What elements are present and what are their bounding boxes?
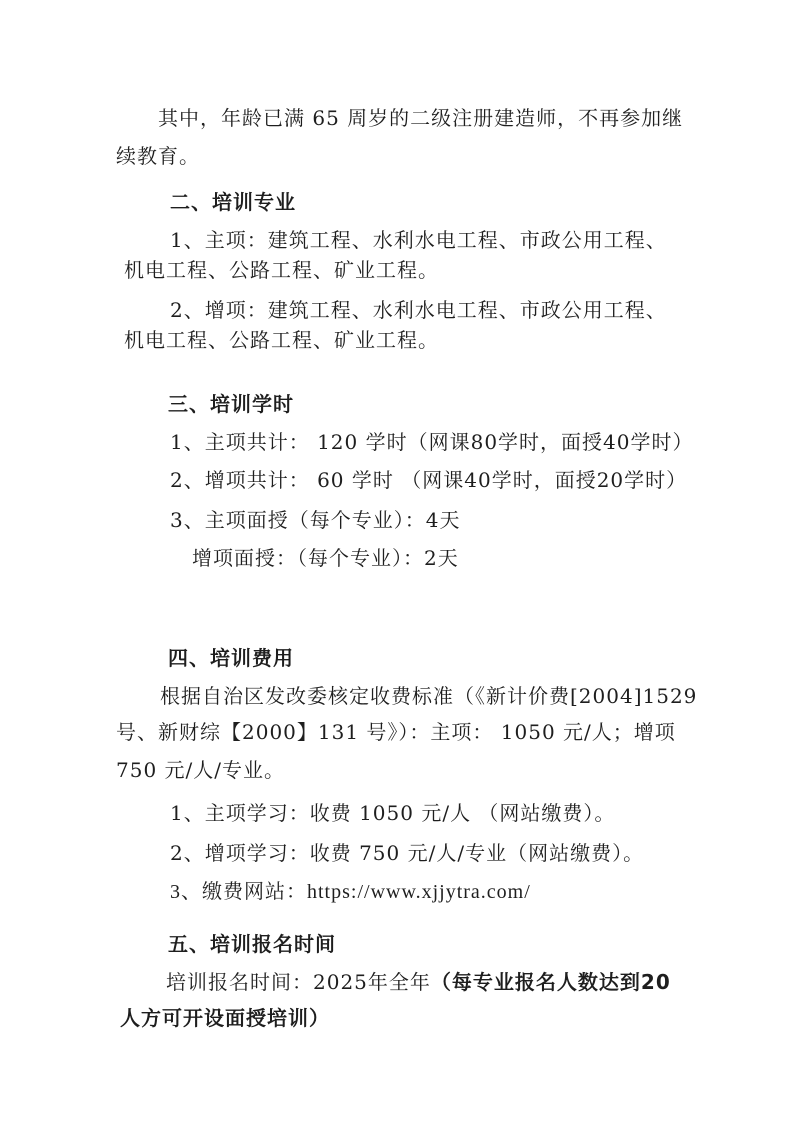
- major-item-2-line-2: 机电工程、公路工程、矿业工程。: [124, 328, 439, 352]
- fee-item-1: 1、主项学习：收费 1050 元/人 （网站缴费）。: [170, 801, 616, 825]
- registration-condition: （每专业报名人数达到20: [430, 970, 671, 994]
- hours-item-2: 2、增项共计： 60 学时 （网课40学时，面授20学时）: [170, 468, 688, 492]
- fee-item-2: 2、增项学习：收费 750 元/人/专业（网站缴费）。: [170, 841, 645, 865]
- section-4-heading: 四、培训费用: [168, 646, 294, 670]
- major-item-2-line-1: 2、增项：建筑工程、水利水电工程、市政公用工程、: [170, 298, 667, 322]
- section-5-heading: 五、培训报名时间: [168, 932, 336, 956]
- registration-line-1: [166, 972, 671, 992]
- fee-para-line-2: 号、新财综【2000】131 号》）：主项： 1050 元/人；增项: [116, 720, 676, 744]
- hours-item-1: 1、主项共计： 120 学时（网课80学时，面授40学时）: [170, 430, 694, 454]
- hours-item-4: 增项面授：（每个专业）：2天: [192, 546, 459, 570]
- payment-website: 3、缴费网站：https://www.xjjytra.com/: [170, 881, 531, 903]
- hours-item-3: 3、主项面授（每个专业）：4天: [170, 508, 461, 532]
- section-2-heading: 二、培训专业: [170, 190, 296, 214]
- section-3-heading: 三、培训学时: [168, 392, 294, 416]
- registration-line-2: 人方可开设面授培训）: [120, 1006, 330, 1030]
- fee-para-line-1: 根据自治区发改委核定收费标准（《新计价费[2004]1529: [160, 684, 698, 708]
- intro-line-2: 续教育。: [116, 144, 200, 168]
- intro-line-1: 其中，年龄已满 65 周岁的二级注册建造师，不再参加继: [158, 106, 684, 130]
- major-item-1-line-1: 1、主项：建筑工程、水利水电工程、市政公用工程、: [170, 228, 667, 252]
- fee-para-line-3: 750 元/人/专业。: [116, 758, 286, 782]
- major-item-1-line-2: 机电工程、公路工程、矿业工程。: [124, 258, 439, 282]
- registration-time: 培训报名时间：2025年全年: [166, 970, 431, 994]
